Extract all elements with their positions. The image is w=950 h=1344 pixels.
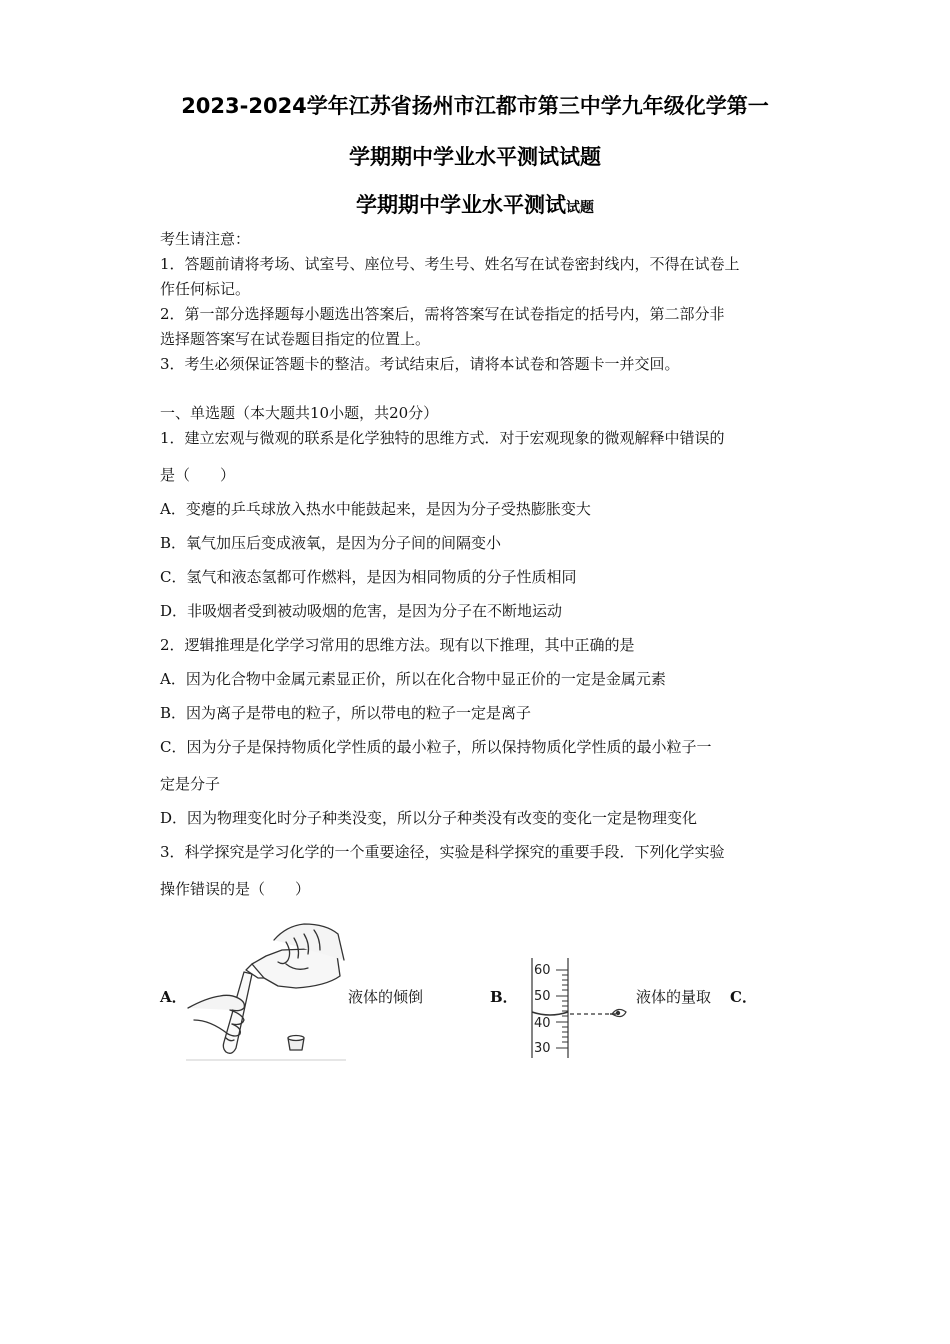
q2-option-a: A．因为化合物中金属元素显正价，所以在化合物中显正价的一定是金属元素	[160, 670, 666, 688]
liquid-pouring-illustration	[186, 920, 346, 1062]
title-line-2: 学期期中学业水平测试试题	[349, 145, 601, 169]
q3-stem-line-2: 操作错误的是（ ）	[160, 880, 311, 898]
cylinder-tick-30: 30	[534, 1041, 551, 1056]
q2-option-d: D．因为物理变化时分子种类没变，所以分子种类没有改变的变化一定是物理变化	[160, 809, 698, 827]
q2-option-c-line-2: 定是分子	[160, 775, 221, 793]
q3-stem-line-1: 3．科学探究是学习化学的一个重要途径，实验是科学探究的重要手段．下列化学实验	[160, 843, 725, 861]
cylinder-tick-50: 50	[534, 989, 551, 1004]
q2-option-c-line-1: C．因为分子是保持物质化学性质的最小粒子，所以保持物质化学性质的最小粒子一	[160, 738, 712, 756]
q1-option-b: B．氧气加压后变成液氧，是因为分子间的间隔变小	[160, 534, 502, 552]
q1-option-d: D．非吸烟者受到被动吸烟的危害，是因为分子在不断地运动	[160, 602, 563, 620]
notice-item-3: 3．考生必须保证答题卡的整洁。考试结束后，请将本试卷和答题卡一并交回。	[160, 355, 680, 373]
q1-stem-line-2: 是（ ）	[160, 466, 236, 484]
q3-option-b-letter: B．	[490, 988, 518, 1006]
title-line-1: 2023-2024学年江苏省扬州市江都市第三中学九年级化学第一	[181, 94, 769, 118]
title-line-3-small: 试题	[566, 200, 594, 216]
notice-item-2-line-2: 选择题答案写在试卷题目指定的位置上。	[160, 330, 431, 348]
q2-option-b: B．因为离子是带电的粒子，所以带电的粒子一定是离子	[160, 704, 532, 722]
q2-stem: 2．逻辑推理是化学学习常用的思维方法。现有以下推理，其中正确的是	[160, 636, 635, 654]
title-line-3-main: 学期期中学业水平测试	[356, 193, 566, 217]
cylinder-tick-60: 60	[534, 963, 551, 978]
q3-option-b-caption: 液体的量取	[636, 988, 712, 1006]
q1-option-c: C．氢气和液态氢都可作燃料，是因为相同物质的分子性质相同	[160, 568, 577, 586]
title-line-3	[0, 189, 950, 219]
notice-item-1-line-1: 1．答题前请将考场、试室号、座位号、考生号、姓名写在试卷密封线内，不得在试卷上	[160, 255, 740, 273]
q3-option-a-letter: A．	[160, 988, 187, 1006]
q3-option-c-letter: C．	[730, 988, 757, 1006]
cylinder-tick-40: 40	[534, 1016, 551, 1031]
notice-item-1-line-2: 作任何标记。	[160, 280, 251, 298]
q3-option-a-caption: 液体的倾倒	[348, 988, 424, 1006]
notice-item-2-line-1: 2．第一部分选择题每小题选出答案后，需将答案写在试卷指定的括号内，第二部分非	[160, 305, 725, 323]
graduated-cylinder-illustration	[528, 956, 634, 1062]
section-heading: 一、单选题（本大题共10小题，共20分）	[160, 404, 439, 422]
q1-option-a: A．变瘪的乒乓球放入热水中能鼓起来，是因为分子受热膨胀变大	[160, 500, 591, 518]
notice-heading: 考生请注意：	[160, 230, 251, 248]
q1-stem-line-1: 1．建立宏观与微观的联系是化学独特的思维方式．对于宏观现象的微观解释中错误的	[160, 429, 725, 447]
